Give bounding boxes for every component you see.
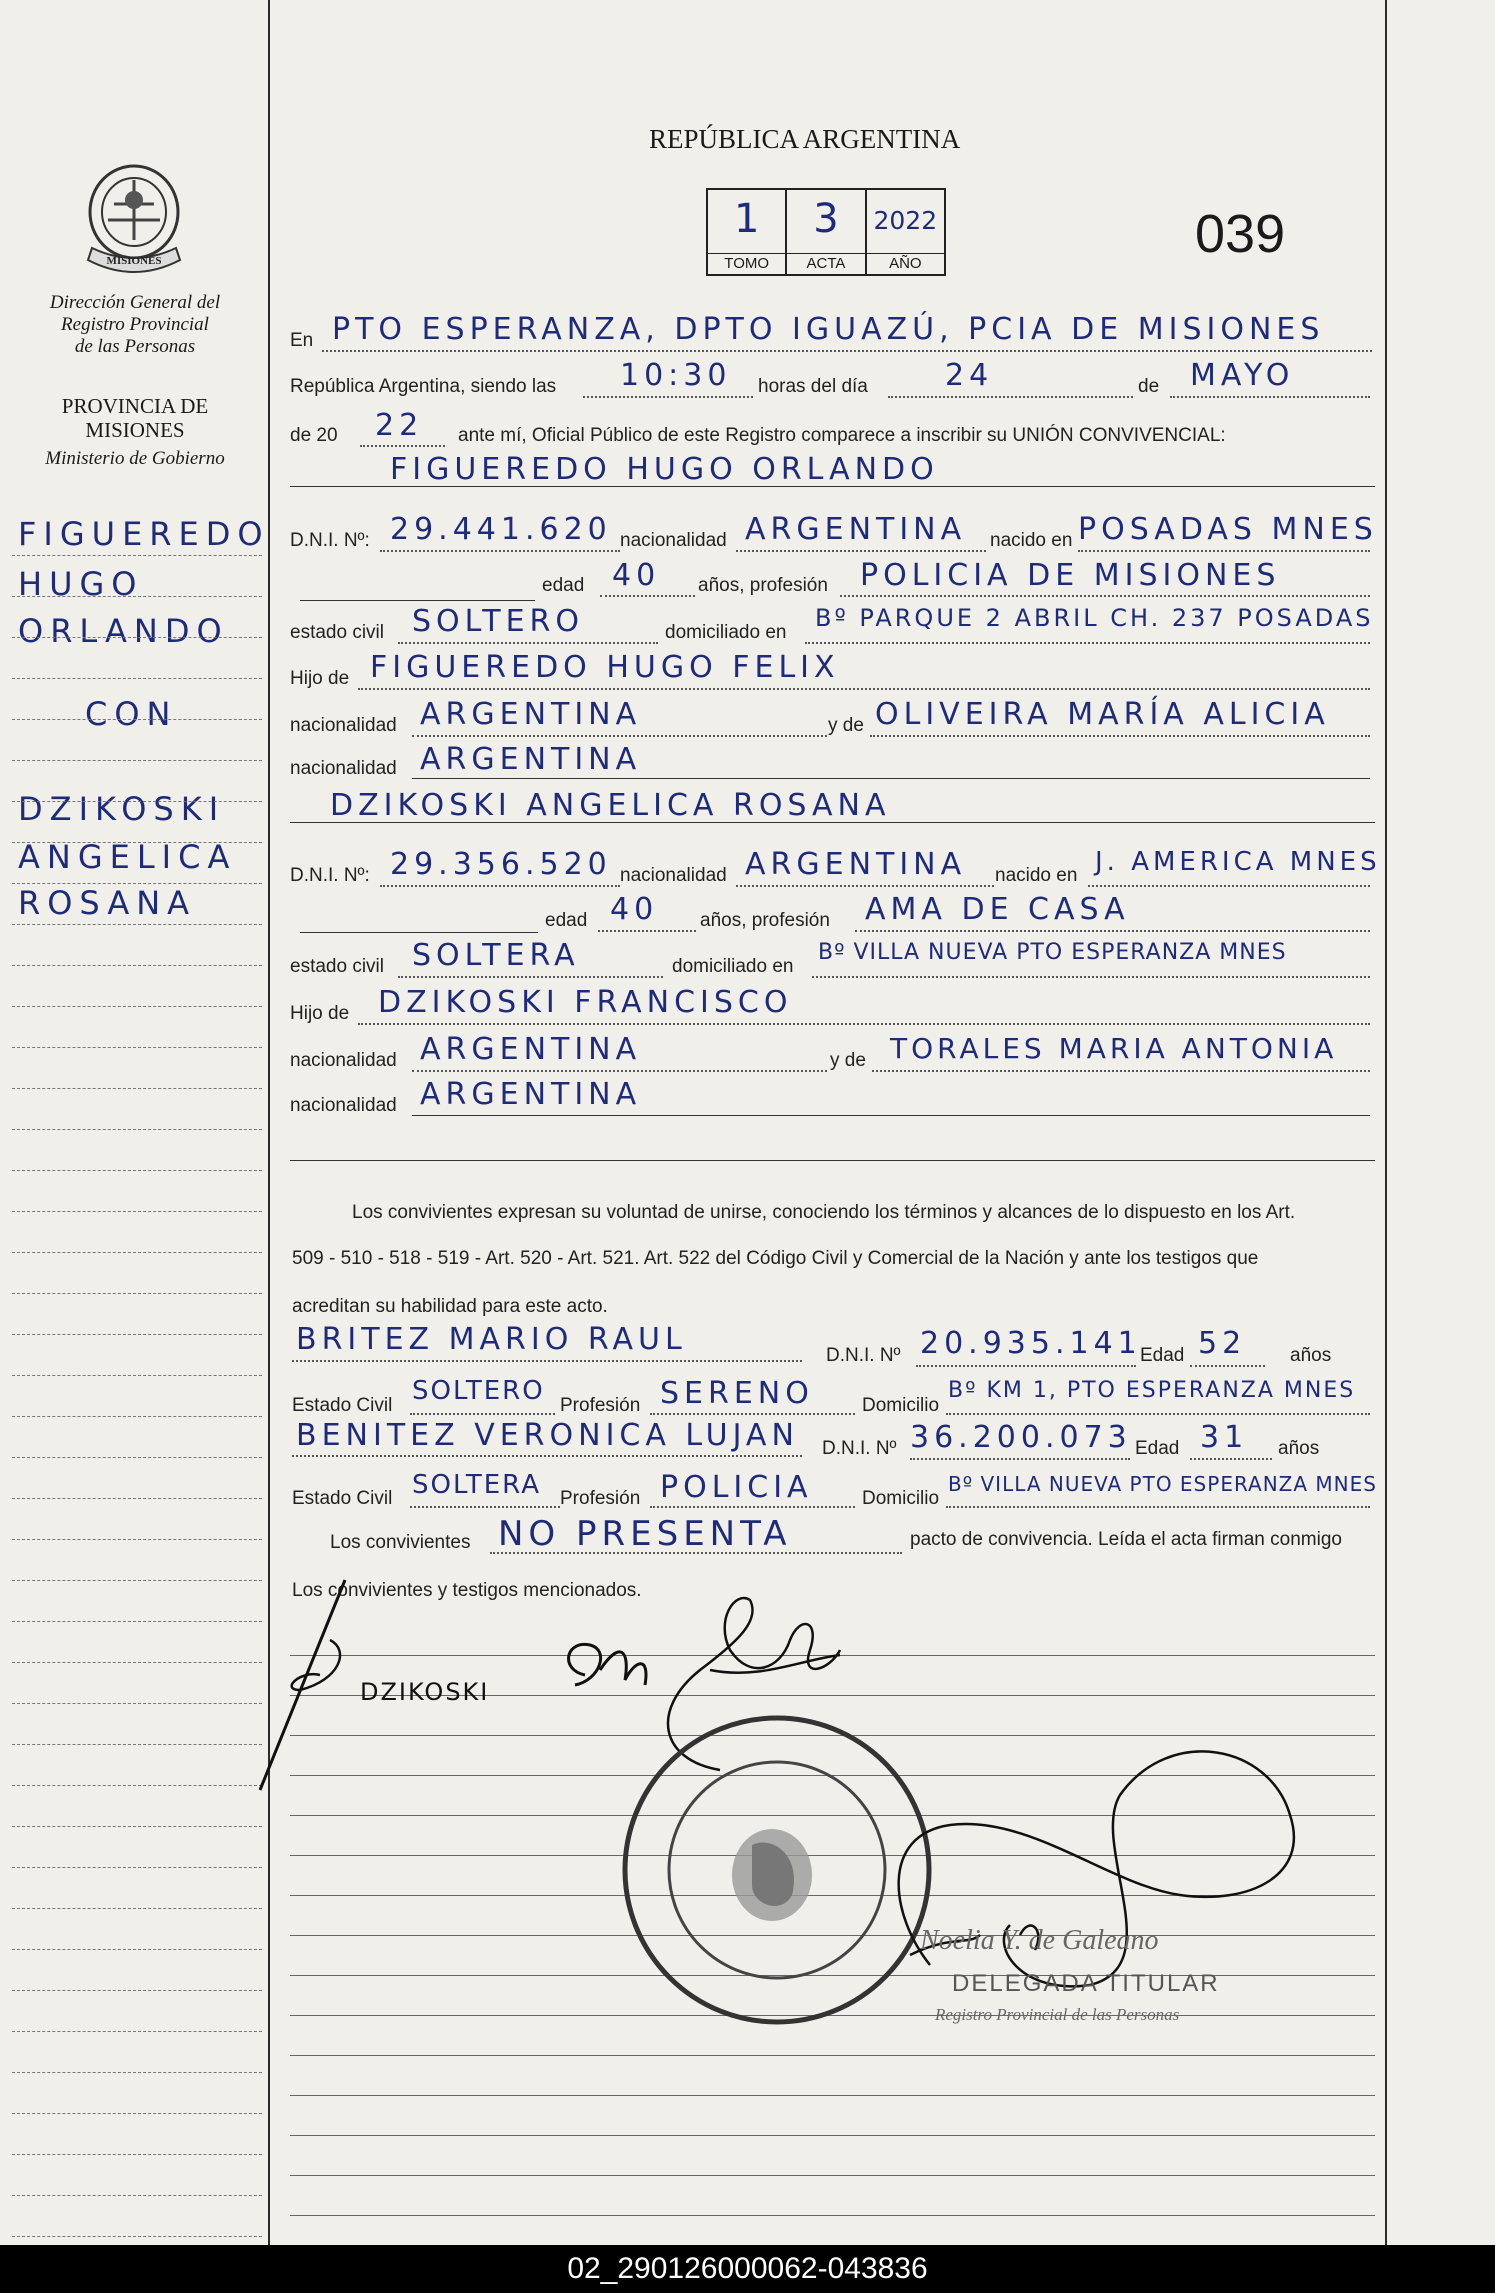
partner1-father: FIGUEREDO HUGO FELIX (370, 650, 840, 685)
acta-label: ACTA (787, 253, 864, 274)
child-of-label: Hijo de (290, 668, 350, 689)
ruled-line (12, 1990, 262, 1991)
and-of-label: y de (828, 715, 864, 736)
and-of-label: y de (830, 1050, 866, 1071)
ruled-line (12, 1539, 262, 1540)
seal-label: MISIONES (106, 255, 162, 267)
ruled-line (12, 883, 262, 884)
ruled-line (12, 1211, 262, 1212)
partner1-born: POSADAS MNES (1078, 512, 1378, 547)
signature-stroke (569, 1644, 646, 1685)
ruled-line (12, 2072, 262, 2073)
civil-label: Estado Civil (292, 1395, 393, 1416)
ministry-name: Ministerio de Gobierno (45, 448, 225, 469)
institution-line: Dirección General del (49, 292, 221, 313)
ruled-line (12, 719, 262, 720)
official-unit: Registro Provincial de las Personas (935, 2005, 1180, 2024)
witness1-dni: 20.935.141 (920, 1326, 1142, 1361)
ruled-line (290, 2215, 1375, 2216)
ruled-line (12, 2236, 262, 2237)
ruled-line (12, 924, 262, 925)
signature-dzikoski: DZIKOSKI (360, 1678, 490, 1706)
ruled-line (12, 1785, 262, 1786)
province-line: PROVINCIA DE (61, 394, 209, 418)
ruled-line (12, 1498, 262, 1499)
ruled-line (12, 1580, 262, 1581)
partner1-mother: OLIVEIRA MARÍA ALICIA (875, 697, 1330, 732)
time-suffix: horas del día (758, 376, 868, 397)
ruled-line (12, 760, 262, 761)
ruled-line (12, 1416, 262, 1417)
partner2-mother: TORALES MARIA ANTONIA (890, 1032, 1338, 1065)
witness1-domicile: Bº KM 1, PTO ESPERANZA MNES (948, 1378, 1356, 1403)
legal-text-line: acreditan su habilidad para este acto. (292, 1296, 608, 1317)
partner2-nationality: ARGENTINA (745, 847, 967, 882)
dni-label: D.N.I. Nº (822, 1438, 897, 1459)
ruled-line (12, 596, 262, 597)
signature-stroke (292, 1640, 340, 1690)
act-number: 039 (1195, 204, 1286, 264)
witness2-civil: SOLTERA (412, 1470, 541, 1500)
dni-label: D.N.I. Nº (826, 1345, 901, 1366)
sidebar-name: CON (85, 695, 178, 733)
partner2-born: J. AMERICA MNES (1095, 847, 1381, 877)
pact-prefix: Los convivientes (330, 1532, 471, 1553)
civil-label: estado civil (290, 622, 384, 643)
year-label: AÑO (867, 253, 944, 274)
witness2-dni: 36.200.073 (910, 1420, 1132, 1455)
sidebar-name: ROSANA (18, 884, 197, 922)
sidebar-name: HUGO (18, 565, 144, 603)
year-suffix-value: 22 (375, 408, 424, 443)
institution-line: de las Personas (74, 336, 196, 357)
tomo-value: 1 (733, 196, 760, 242)
partner2-name: DZIKOSKI ANGELICA ROSANA (330, 788, 891, 823)
ruled-line (12, 1908, 262, 1909)
acta-value: 3 (813, 196, 839, 242)
sidebar-name: FIGUEREDO (18, 515, 270, 553)
institution-line: Registro Provincial (61, 314, 209, 335)
institution-name (10, 292, 260, 358)
ruled-line (12, 2031, 262, 2032)
dni-label: D.N.I. Nº: (290, 865, 370, 886)
civil-label: estado civil (290, 956, 384, 977)
signature-stroke (260, 1580, 345, 1790)
ruled-line (12, 801, 262, 802)
tomo-label: TOMO (708, 253, 785, 274)
ruled-line (12, 637, 262, 638)
years-label: años (1290, 1345, 1332, 1366)
place-value: PTO ESPERANZA, DPTO IGUAZÚ, PCIA DE MISIONES (332, 312, 1325, 347)
ruled-line (12, 1949, 262, 1950)
partner2-father: DZIKOSKI FRANCISCO (378, 985, 793, 1020)
domicile-label: Domicilio (862, 1488, 940, 1509)
legal-text-line: Los convivientes expresan su voluntad de unirse, conociendo los términos y alcances de lo dispuesto en los Art. (352, 1202, 1296, 1223)
born-label: nacido en (990, 530, 1073, 551)
father-nat-label: nacionalidad (290, 1050, 397, 1071)
partner2-mother-nat: ARGENTINA (420, 1077, 642, 1112)
partner1-civil: SOLTERO (412, 604, 584, 639)
mother-nat-label: nacionalidad (290, 1095, 397, 1116)
registry-cell-tomo (708, 190, 787, 274)
mother-nat-label: nacionalidad (290, 758, 397, 779)
profession-label: Profesión (560, 1488, 641, 1509)
province-name (10, 394, 260, 442)
partner1-nationality: ARGENTINA (745, 512, 967, 547)
witness2-age: 31 (1200, 1420, 1249, 1455)
age-label: edad (545, 910, 588, 931)
pact-value: NO PRESENTA (498, 1514, 792, 1554)
registry-box (706, 188, 946, 276)
registry-cell-acta (787, 190, 866, 274)
ruled-line (12, 1457, 262, 1458)
footer-code: 02_290126000062-043836 (0, 2245, 1495, 2293)
witness1-age: 52 (1198, 1326, 1247, 1361)
years-label: años (1278, 1438, 1320, 1459)
ruled-line (12, 2154, 262, 2155)
ruled-line (12, 678, 262, 679)
partner1-profession: POLICIA DE MISIONES (860, 558, 1281, 593)
province-line: MISIONES (85, 418, 185, 442)
age-label: Edad (1135, 1438, 1180, 1459)
ruled-line (12, 1662, 262, 1663)
ruled-line (12, 1867, 262, 1868)
year-prefix: de 20 (290, 425, 338, 446)
sidebar-name: DZIKOSKI (18, 790, 226, 828)
year-value: 2022 (873, 206, 938, 235)
partner1-father-nat: ARGENTINA (420, 697, 642, 732)
witness1-profession: SERENO (660, 1376, 814, 1411)
ruled-line (12, 1334, 262, 1335)
witness2-domicile: Bº VILLA NUEVA PTO ESPERANZA MNES (948, 1472, 1377, 1496)
profession-label: Profesión (560, 1395, 641, 1416)
ruled-line (290, 2135, 1375, 2136)
partner2-father-nat: ARGENTINA (420, 1032, 642, 1067)
partner2-domicile: Bº VILLA NUEVA PTO ESPERANZA MNES (818, 940, 1287, 965)
official-name: Noelia Y. de Galeano (920, 1925, 1159, 1956)
partner2-civil: SOLTERA (412, 938, 580, 973)
day-value: 24 (945, 358, 994, 393)
ruled-line (12, 1375, 262, 1376)
legal-text-line: 509 - 510 - 518 - 519 - Art. 520 - Art. 521. Art. 522 del Código Civil y Comercial de la Nación y ante los testigos que (292, 1248, 1259, 1269)
sidebar-name: ANGELICA (18, 838, 237, 876)
dni-label: D.N.I. Nº: (290, 530, 370, 551)
ruled-line (12, 1293, 262, 1294)
domicile-label: domiciliado en (672, 956, 794, 977)
domicile-label: domiciliado en (665, 622, 787, 643)
ruled-line (12, 1047, 262, 1048)
province-seal-icon (78, 160, 190, 285)
official-title: DELEGADA TITULAR (952, 1970, 1220, 1997)
ruled-line (12, 1129, 262, 1130)
witness2-name: BENITEZ VERONICA LUJAN (296, 1418, 799, 1453)
profession-label: años, profesión (700, 910, 830, 931)
month-value: MAYO (1190, 358, 1295, 393)
pact-suffix: pacto de convivencia. Leída el acta firman conmigo (910, 1529, 1342, 1550)
ruled-line (12, 2195, 262, 2196)
profession-label: años, profesión (698, 575, 828, 596)
ruled-line (12, 842, 262, 843)
ruled-line (12, 1826, 262, 1827)
witness1-name: BRITEZ MARIO RAUL (296, 1322, 687, 1357)
ruled-line (12, 1744, 262, 1745)
ruled-line (12, 2113, 262, 2114)
age-label: Edad (1140, 1345, 1185, 1366)
partner1-age: 40 (612, 558, 661, 593)
time-value: 10:30 (620, 358, 732, 393)
ruled-line (12, 555, 262, 556)
intro-text: ante mí, Oficial Público de este Registro comparece a inscribir su UNIÓN CONVIVENCIAL: (458, 425, 1226, 446)
domicile-label: Domicilio (862, 1395, 940, 1416)
page-title: REPÚBLICA ARGENTINA (649, 124, 961, 154)
child-of-label: Hijo de (290, 1003, 350, 1024)
born-label: nacido en (995, 865, 1078, 886)
partner1-dni: 29.441.620 (390, 512, 612, 547)
witness2-profession: POLICIA (660, 1470, 813, 1505)
partner2-profession: AMA DE CASA (865, 892, 1130, 927)
partner1-name: FIGUEREDO HUGO ORLANDO (390, 452, 939, 487)
closing-text: Los convivientes y testigos mencionados. (292, 1580, 642, 1601)
ruled-line (12, 1252, 262, 1253)
civil-label: Estado Civil (292, 1488, 393, 1509)
nationality-label: nacionalidad (620, 865, 727, 886)
age-label: edad (542, 575, 585, 596)
ruled-line (12, 1621, 262, 1622)
partner1-domicile: Bº PARQUE 2 ABRIL CH. 237 POSADAS (815, 604, 1374, 632)
witness1-civil: SOLTERO (412, 1376, 545, 1406)
sidebar-name: ORLANDO (18, 612, 229, 650)
ruled-line (290, 2095, 1375, 2096)
father-nat-label: nacionalidad (290, 715, 397, 736)
nationality-label: nacionalidad (620, 530, 727, 551)
sidebar (0, 0, 270, 2245)
de-label: de (1138, 376, 1160, 397)
ruled-line (12, 1703, 262, 1704)
ruled-line (12, 1088, 262, 1089)
ruled-line (12, 965, 262, 966)
registry-cell-year (867, 190, 944, 274)
ruled-line (290, 2055, 1375, 2056)
ruled-line (12, 1006, 262, 1007)
en-label: En (290, 330, 314, 351)
partner1-mother-nat: ARGENTINA (420, 742, 642, 777)
ruled-line (290, 2175, 1375, 2176)
page-margin (1385, 0, 1387, 2245)
partner2-age: 40 (610, 892, 659, 927)
time-prefix: República Argentina, siendo las (290, 376, 557, 397)
partner2-dni: 29.356.520 (390, 847, 612, 882)
ruled-line (12, 1170, 262, 1171)
